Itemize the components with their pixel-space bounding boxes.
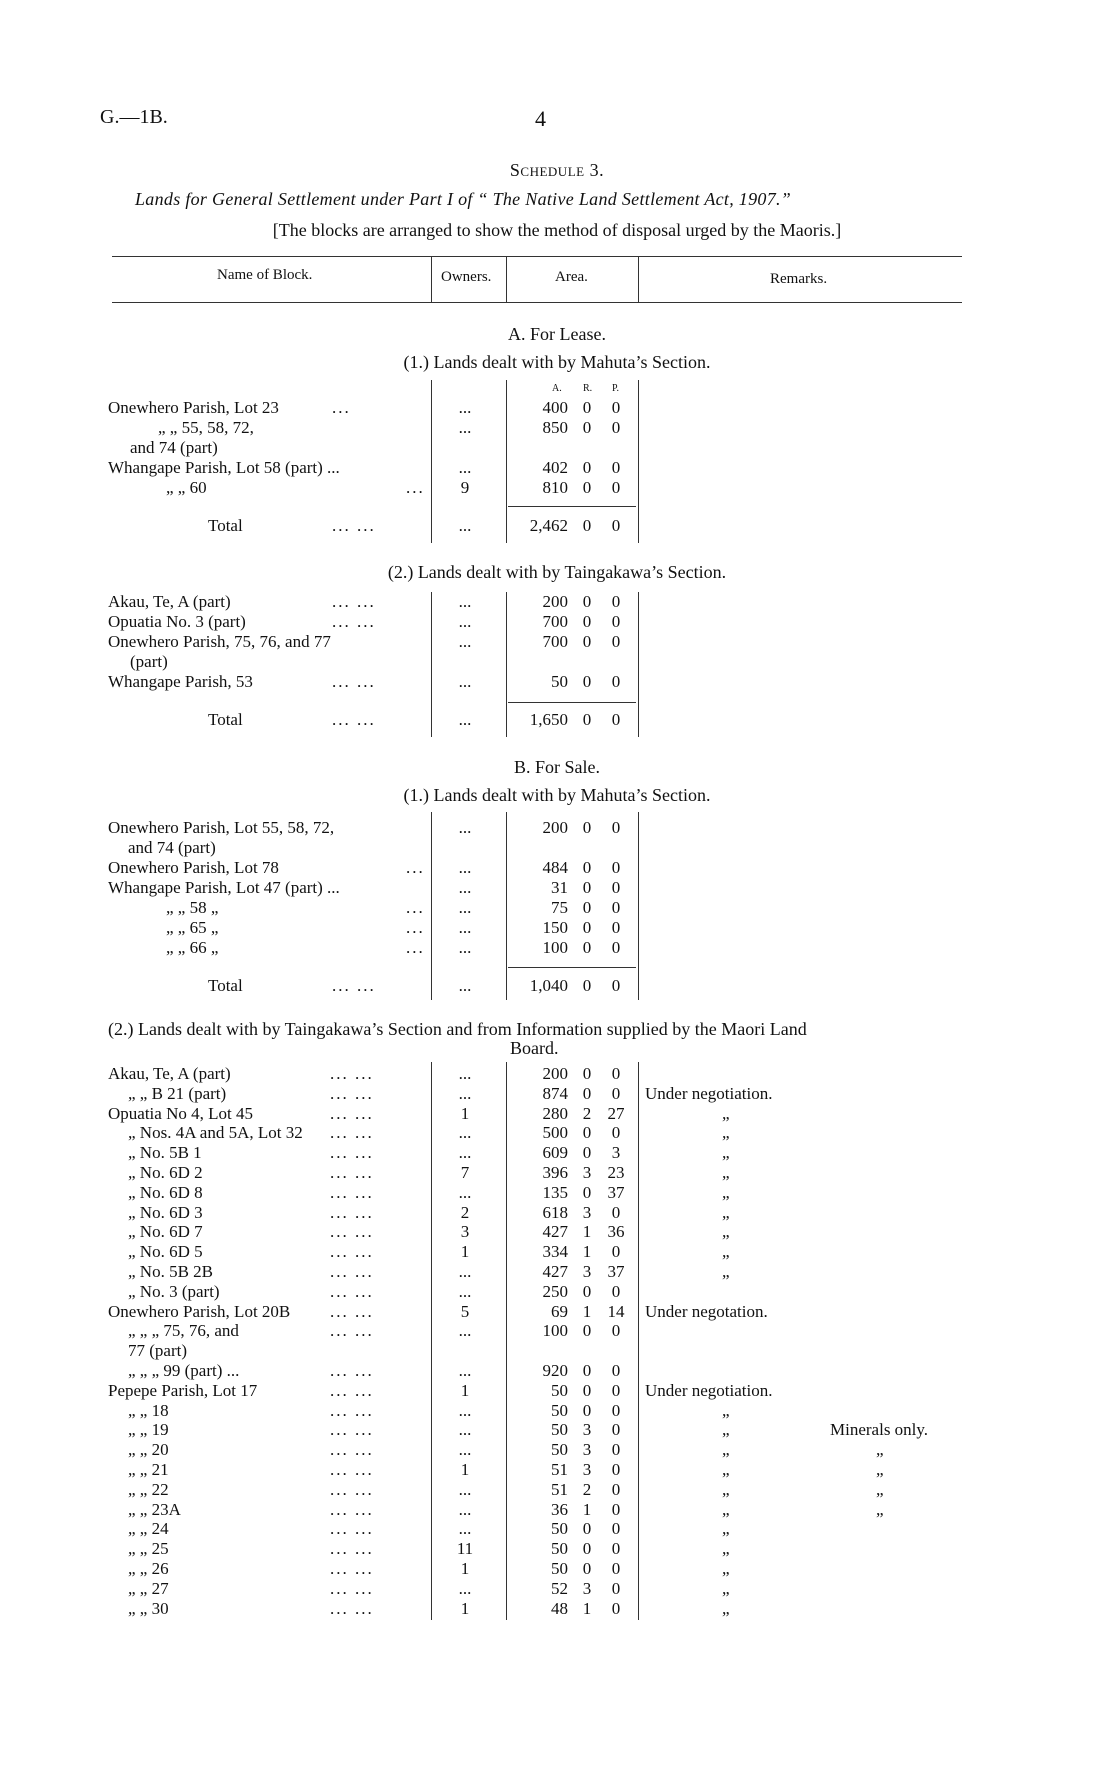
b2-row: „ „ 30 ... ... 1 48 1 0 „: [128, 1598, 730, 1618]
header-area: Area.: [555, 269, 588, 285]
b2-row: „ „ 27 ... ... ... 52 3 0 „: [128, 1578, 730, 1598]
section-b2-heading-cont: Board.: [510, 1038, 559, 1058]
schedule-note: [The blocks are arranged to show the method of disposal urged by the Maoris.]: [272, 220, 842, 240]
b2-row: „ „ 18 ... ... ... 50 0 0 „: [128, 1400, 730, 1420]
total-rule: [508, 967, 636, 968]
b1-row: Onewhero Parish, Lot 78 ... ... 484 0 0: [108, 858, 621, 877]
section-b-heading: B. For Sale.: [513, 757, 600, 777]
section-b2-heading: (2.) Lands dealt with by Taingakawa’s Section and from Information supplied by the Maori Land: [108, 1019, 807, 1039]
b2-row: „ „ B 21 (part) ... ... ... 874 0 0 Under negotiation.: [128, 1083, 773, 1103]
b2-row: „ „ „ 99 (part) ... ... ... ... 920 0 0: [128, 1361, 621, 1380]
b1-row: „ „ 58 „ ... ... 75 0 0: [166, 898, 621, 917]
page-code: G.—1B.: [100, 106, 168, 128]
b2-row: „ No. 6D 7 ... ... 3 427 1 36 „: [128, 1222, 730, 1242]
b2-row: „ No. 6D 8 ... ... ... 135 0 37 „: [128, 1182, 730, 1202]
unit-a: A.: [552, 383, 562, 394]
b1-row: Onewhero Parish, Lot 55, 58, 72, ... 200 0 0: [108, 818, 621, 837]
a2-row: (part): [130, 652, 168, 671]
a1-total-row: Total ... ... ... 2,462 0 0: [208, 516, 621, 535]
header-owners: Owners.: [441, 269, 492, 285]
b1-row: „ „ 65 „ ... ... 150 0 0: [166, 918, 621, 937]
section-a1-heading: (1.) Lands dealt with by Mahuta’s Section.: [403, 352, 711, 372]
b1-row: and 74 (part): [128, 838, 216, 857]
b2-row: Pepepe Parish, Lot 17 ... ... 1 50 0 0 Under negotiation.: [108, 1380, 773, 1400]
header-rule-top: [112, 256, 962, 257]
a2-row: Akau, Te, A (part) ... ... ... 200 0 0: [108, 592, 621, 611]
b2-row: „ No. 6D 5 ... ... 1 334 1 0 „: [128, 1242, 730, 1262]
b2-row: „ Nos. 4A and 5A, Lot 32 ... ... ... 500 0 0 „: [128, 1123, 730, 1143]
b2-row: Opuatia No 4, Lot 45 ... ... 1 280 2 27 „: [108, 1103, 730, 1123]
total-rule: [508, 702, 636, 703]
b2-row: „ „ 26 ... ... 1 50 0 0 „: [128, 1559, 730, 1578]
b2-row: 77 (part): [128, 1341, 188, 1361]
header-remarks: Remarks.: [770, 271, 828, 287]
unit-p: P.: [612, 383, 619, 394]
b2-row: „ No. 3 (part) ... ... ... 250 0 0: [128, 1281, 621, 1301]
b2-row: Onewhero Parish, Lot 20B ... ... 5 69 1 14 Under negotation.: [108, 1301, 768, 1321]
b1-row: „ „ 66 „ ... ... 100 0 0: [166, 938, 621, 957]
a1-row: Onewhero Parish, Lot 23 ... ... 400 0 0: [108, 398, 621, 417]
b2-row: „ „ 23A ... ... ... 36 1 0 „ „: [128, 1499, 884, 1519]
a1-row: „ „ 55, 58, 72, ... 850 0 0: [158, 418, 621, 437]
a1-row: Whangape Parish, Lot 58 (part) ... ... 402 0 0: [108, 458, 621, 477]
header-divider: [431, 257, 432, 302]
b1-total-row: Total ... ... ... 1,040 0 0: [208, 976, 621, 995]
section-a-heading: A. For Lease.: [508, 324, 606, 344]
header-rule-bottom: [112, 302, 962, 303]
section-a2-heading: (2.) Lands dealt with by Taingakawa’s Section.: [387, 562, 727, 582]
b1-row: Whangape Parish, Lot 47 (part) ... ... 31 0 0: [108, 878, 621, 897]
section-b1-heading: (1.) Lands dealt with by Mahuta’s Section.: [403, 785, 711, 805]
b2-row: „ „ 20 ... ... ... 50 3 0 „ „: [128, 1440, 884, 1460]
b2-row: „ No. 5B 1 ... ... ... 609 0 3 „: [128, 1143, 730, 1163]
a2-total-row: Total ... ... ... 1,650 0 0: [208, 710, 621, 729]
b2-row: „ „ 21 ... ... 1 51 3 0 „ „: [128, 1460, 884, 1479]
page-number: 4: [535, 106, 546, 131]
unit-r: R.: [583, 383, 593, 394]
a1-row: „ „ 60 ... 9 810 0 0: [166, 478, 621, 497]
schedule-title: Schedule 3.: [509, 160, 605, 180]
schedule-subtitle: Lands for General Settlement under Part I of “ The Native Land Settlement Act, 1907.”: [135, 189, 792, 209]
b2-row: „ „ 19 ... ... ... 50 3 0 „ Minerals only.: [128, 1420, 929, 1440]
b2-row: „ „ 25 ... ... 11 50 0 0 „: [128, 1539, 730, 1559]
a1-row: and 74 (part): [130, 438, 218, 457]
b2-row: Akau, Te, A (part) ... ... ... 200 0 0: [108, 1064, 621, 1083]
b2-row: „ No. 6D 3 ... ... 2 618 3 0 „: [128, 1202, 730, 1222]
header-name: Name of Block.: [217, 267, 313, 283]
header-divider: [638, 257, 639, 302]
b2-row: „ „ 22 ... ... ... 51 2 0 „ „: [128, 1479, 884, 1499]
b2-row: „ „ 24 ... ... ... 50 0 0 „: [128, 1519, 730, 1539]
b2-row: „ „ „ 75, 76, and ... ... ... 100 0 0: [128, 1321, 621, 1341]
a2-row: Whangape Parish, 53 ... ... ... 50 0 0: [108, 672, 621, 691]
a2-row: Opuatia No. 3 (part) ... ... ... 700 0 0: [108, 612, 621, 631]
header-divider: [506, 257, 507, 302]
b2-row: „ No. 6D 2 ... ... 7 396 3 23 „: [128, 1163, 730, 1182]
b2-row: „ No. 5B 2B ... ... ... 427 3 37 „: [128, 1262, 730, 1281]
a2-row: Onewhero Parish, 75, 76, and 77 ... 700 0 0: [108, 632, 621, 651]
total-rule: [508, 506, 636, 507]
